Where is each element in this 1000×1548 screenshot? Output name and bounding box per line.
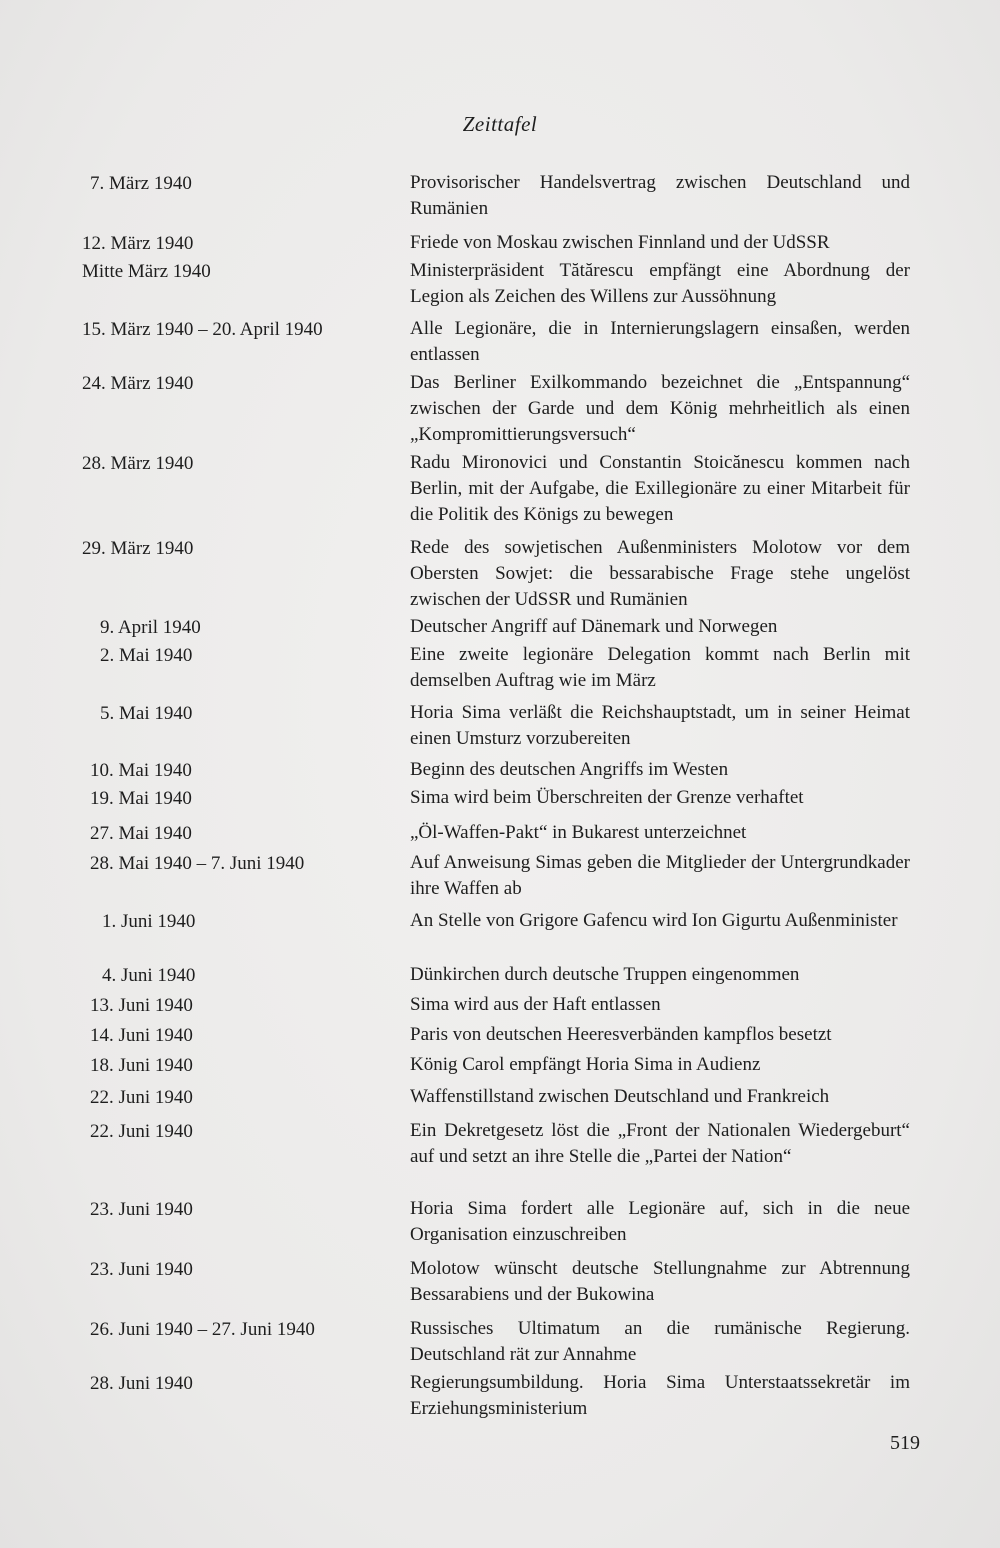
entry-date: 28. Juni 1940: [90, 1373, 193, 1394]
entry-description: Beginn des deutschen Angriffs im Westen: [410, 759, 729, 780]
entry-description: Sima wird beim Überschreiten der Grenze verhaftet: [410, 787, 804, 808]
entry-date: 24. März 1940: [82, 373, 194, 394]
entry-description: An Stelle von Grigore Gafencu wird Ion Gigurtu Außenminister: [410, 910, 898, 931]
entry-date: 29. März 1940: [82, 538, 194, 559]
entry-date: 22. Juni 1940: [90, 1087, 193, 1108]
entry-description: Ein Dekretgesetz löst die „Front der Nationalen Wiedergeburt“ auf und setzt an ihre Stelle die „Partei der Nation“: [410, 1120, 910, 1167]
entry-description: Radu Mironovici und Constantin Stoicănescu kommen nach Berlin, mit der Aufgabe, die Exillegionäre zu einer Mitarbeit für die Politik des Königs zu bewegen: [410, 452, 910, 525]
entry-date: 23. Juni 1940: [90, 1259, 193, 1280]
entry-description: Ministerpräsident Tătărescu empfängt eine Abordnung der Legion als Zeichen des Willens zur Aussöhnung: [410, 260, 910, 307]
entry-date: 10. Mai 1940: [90, 760, 192, 781]
entry-date: 26. Juni 1940 – 27. Juni 1940: [90, 1319, 315, 1340]
entry-description: Waffenstillstand zwischen Deutschland und Frankreich: [410, 1086, 830, 1107]
entry-description: Eine zweite legionäre Delegation kommt nach Berlin mit demselben Auftrag wie im März: [410, 644, 910, 691]
entry-date: 7. März 1940: [90, 173, 192, 194]
entry-description: Das Berliner Exilkommando bezeichnet die „Entspannung“ zwischen der Garde und dem König mehrheitlich als einen „Kompromittierungsversuch“: [410, 372, 910, 445]
entry-date: 19. Mai 1940: [90, 788, 192, 809]
entry-date: 22. Juni 1940: [90, 1121, 193, 1142]
entry-description: Provisorischer Handelsvertrag zwischen Deutschland und Rumänien: [410, 172, 910, 219]
entry-description: Molotow wünscht deutsche Stellungnahme zur Abtrennung Bessarabiens und der Bukowina: [410, 1258, 910, 1305]
entry-description: Alle Legionäre, die in Internierungslagern einsaßen, werden entlassen: [410, 318, 910, 365]
entry-date: 13. Juni 1940: [90, 995, 193, 1016]
entry-description: König Carol empfängt Horia Sima in Audienz: [410, 1054, 761, 1075]
entry-description: Friede von Moskau zwischen Finnland und der UdSSR: [410, 232, 830, 253]
entry-description: Sima wird aus der Haft entlassen: [410, 994, 661, 1015]
entry-description: Regierungsumbildung. Horia Sima Unterstaatssekretär im Erziehungsministerium: [410, 1372, 910, 1419]
entry-description: Dünkirchen durch deutsche Truppen eingenommen: [410, 964, 800, 985]
entry-description: Paris von deutschen Heeresverbänden kampflos besetzt: [410, 1024, 832, 1045]
entry-date: 14. Juni 1940: [90, 1025, 193, 1046]
entry-description: Deutscher Angriff auf Dänemark und Norwegen: [410, 616, 778, 637]
entry-description: Russisches Ultimatum an die rumänische Regierung. Deutschland rät zur Annahme: [410, 1318, 910, 1365]
entry-date: 15. März 1940 – 20. April 1940: [82, 319, 323, 340]
entry-date: 18. Juni 1940: [90, 1055, 193, 1076]
entry-date: 23. Juni 1940: [90, 1199, 193, 1220]
entry-description: Horia Sima verläßt die Reichshauptstadt, um in seiner Heimat einen Umsturz vorzubereiten: [410, 702, 910, 749]
entry-date: 1. Juni 1940: [102, 911, 196, 932]
running-header: Zeittafel: [462, 112, 538, 136]
entry-date: Mitte März 1940: [82, 261, 211, 282]
page-number: 519: [890, 1432, 920, 1454]
entry-date: 28. Mai 1940 – 7. Juni 1940: [90, 853, 305, 874]
entry-date: 4. Juni 1940: [102, 965, 196, 986]
entry-date: 28. März 1940: [82, 453, 194, 474]
entry-description: Rede des sowjetischen Außenministers Molotow vor dem Obersten Sowjet: die bessarabische Frage stehe ungelöst zwischen der UdSSR und Rumänien: [410, 537, 910, 610]
entry-date: 12. März 1940: [82, 233, 194, 254]
entry-date: 2. Mai 1940: [100, 645, 193, 666]
entry-description: „Öl-Waffen-Pakt“ in Bukarest unterzeichnet: [410, 822, 747, 843]
entry-date: 27. Mai 1940: [90, 823, 192, 844]
entry-description: Auf Anweisung Simas geben die Mitglieder der Untergrundkader ihre Waffen ab: [410, 852, 910, 899]
entry-date: 9. April 1940: [100, 617, 201, 638]
entry-description: Horia Sima fordert alle Legionäre auf, sich in die neue Organisation einzuschreiben: [410, 1198, 910, 1245]
entry-date: 5. Mai 1940: [100, 703, 193, 724]
